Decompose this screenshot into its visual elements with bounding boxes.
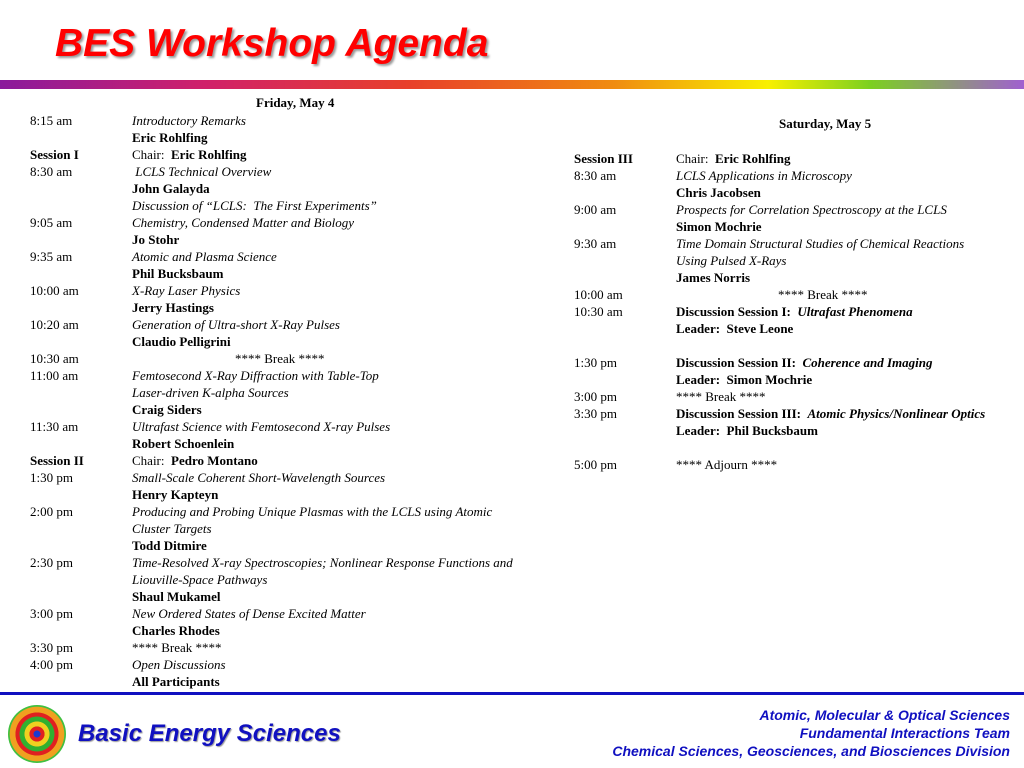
agenda-time: 9:30 am (574, 236, 617, 251)
agenda-text-part: Leader: Simon Mochrie (676, 372, 813, 387)
agenda-text-part: Generation of Ultra-short X-Ray Pulses (132, 317, 340, 332)
agenda-time: Session II (30, 453, 84, 468)
agenda-text-part: Craig Siders (132, 402, 202, 417)
agenda-text (132, 503, 492, 520)
agenda-time: 10:20 am (30, 317, 79, 332)
agenda-text (132, 180, 210, 197)
agenda-text (676, 150, 790, 167)
agenda-text-part: **** Break **** (778, 287, 868, 302)
agenda-text (132, 639, 222, 656)
agenda-text-part: Chair: (676, 151, 715, 166)
agenda-row (30, 622, 570, 639)
agenda-row (30, 673, 570, 690)
agenda-text (676, 371, 812, 388)
agenda-row (574, 388, 1024, 405)
agenda-text-part: Leader: Steve Leone (676, 321, 794, 336)
agenda-text (132, 282, 240, 299)
agenda-time: 2:00 pm (30, 504, 73, 519)
agenda-time: 2:30 pm (30, 555, 73, 570)
agenda-time: 5:00 pm (574, 457, 617, 472)
agenda-row (30, 112, 570, 129)
agenda-text-part: LCLS Technical Overview (132, 164, 272, 179)
agenda-time: 10:00 am (574, 287, 623, 302)
agenda-text-part: Todd Ditmire (132, 538, 207, 553)
agenda-text (132, 231, 179, 248)
division-line: Chemical Sciences, Geosciences, and Biosciences Division (612, 743, 1010, 759)
agenda-text-part: Ultrafast Phenomena (797, 304, 913, 319)
page-title: BES Workshop Agenda (55, 22, 489, 65)
agenda-text (132, 673, 220, 690)
agenda-text (132, 520, 212, 537)
agenda-row (574, 439, 1024, 456)
agenda-row (30, 571, 570, 588)
agenda-time: 4:00 pm (30, 657, 73, 672)
friday-heading: Friday, May 4 (256, 95, 335, 110)
agenda-text (132, 214, 354, 231)
agenda-text (676, 184, 761, 201)
agenda-time: Session III (574, 151, 633, 166)
agenda-text (132, 656, 226, 673)
agenda-text-part: **** Break **** (132, 640, 222, 655)
agenda-row (30, 265, 570, 282)
agenda-time: 8:30 am (574, 168, 617, 183)
agenda-text-part: Liouville-Space Pathways (132, 572, 268, 587)
agenda-time: 3:30 pm (574, 406, 617, 421)
agenda-text (132, 469, 385, 486)
agenda-text (132, 197, 377, 214)
agenda-text-part: Introductory Remarks (132, 113, 246, 128)
agenda-text-part: Time-Resolved X-ray Spectroscopies; Nonlinear Response Functions and (132, 555, 513, 570)
agenda-text (132, 554, 513, 571)
agenda-row (30, 214, 570, 231)
agenda-text-part: Discussion Session III: (676, 406, 808, 421)
agenda-text (132, 248, 277, 265)
agenda-text (132, 265, 223, 282)
agenda-text-part: X-Ray Laser Physics (132, 283, 241, 298)
agenda-text-part: Charles Rhodes (132, 623, 220, 638)
agenda-text-part: **** Break **** (235, 351, 325, 366)
agenda-row (574, 218, 1024, 235)
agenda-text-part: Eric Rohlfing (132, 130, 208, 145)
agenda-text-part: Discussion Session II: (676, 355, 803, 370)
agenda-text-part: Atomic and Plasma Science (132, 249, 277, 264)
agenda-row (30, 180, 570, 197)
agenda-row (30, 197, 570, 214)
agenda-text-part: Shaul Mukamel (132, 589, 221, 604)
agenda-row (30, 639, 570, 656)
agenda-row (30, 350, 570, 367)
agenda-text (132, 129, 207, 146)
agenda-text-part: Using Pulsed X-Rays (676, 253, 787, 268)
agenda-text (676, 388, 766, 405)
agenda-row (574, 354, 1024, 371)
agenda-text-part: Eric Rohlfing (171, 147, 247, 162)
agenda-time: 10:30 am (30, 351, 79, 366)
agenda-text-part: All Participants (132, 674, 220, 689)
agenda-row (574, 320, 1024, 337)
agenda-row (30, 146, 570, 163)
division-info (612, 706, 1010, 760)
agenda-text (676, 303, 913, 320)
agenda-text (132, 316, 340, 333)
agenda-text (132, 299, 214, 316)
agenda-row (30, 231, 570, 248)
agenda-text-part: Cluster Targets (132, 521, 212, 536)
agenda-row (30, 384, 570, 401)
agenda-row (30, 520, 570, 537)
agenda-text-part: Chair: (132, 453, 171, 468)
agenda-text (132, 367, 379, 384)
agenda-row (30, 401, 570, 418)
saturday-heading: Saturday, May 5 (779, 116, 872, 131)
agenda-row (30, 537, 570, 554)
agenda-row (30, 435, 570, 452)
agenda-text (676, 167, 852, 184)
footer-divider (0, 692, 1024, 695)
agenda-text-part: James Norris (676, 270, 751, 285)
agenda-text-part: Small-Scale Coherent Short-Wavelength Sources (132, 470, 386, 485)
agenda-text-part: Claudio Pelligrini (132, 334, 231, 349)
org-name: Basic Energy Sciences (78, 720, 341, 747)
agenda-time: 9:05 am (30, 215, 73, 230)
agenda-row (30, 469, 570, 486)
agenda-row (574, 286, 1024, 303)
agenda-row (574, 303, 1024, 320)
division-line: Atomic, Molecular & Optical Sciences (759, 707, 1010, 723)
agenda-text-part: LCLS Applications in Microscopy (676, 168, 852, 183)
agenda-text (132, 605, 366, 622)
agenda-text-part: Laser-driven K-alpha Sources (132, 385, 289, 400)
agenda-row (574, 405, 1024, 422)
agenda-text (132, 435, 234, 452)
agenda-row (574, 235, 1024, 252)
bes-logo (8, 705, 66, 763)
agenda-text-part: Femtosecond X-Ray Diffraction with Table-Top (132, 368, 379, 383)
agenda-text (132, 588, 221, 605)
agenda-row (30, 503, 570, 520)
agenda-row (30, 554, 570, 571)
agenda-text (778, 286, 868, 303)
agenda-row (30, 452, 570, 469)
agenda-text (132, 401, 202, 418)
agenda-text (676, 422, 818, 439)
agenda-text (132, 537, 207, 554)
agenda-row (574, 167, 1024, 184)
agenda-time: 9:00 am (574, 202, 617, 217)
agenda-text-part: Time Domain Structural Studies of Chemical Reactions (676, 236, 965, 251)
agenda-text-part: Pedro Montano (171, 453, 258, 468)
agenda-row (574, 456, 1024, 473)
agenda-text (676, 235, 964, 252)
agenda-text-part: **** Break **** (676, 389, 766, 404)
agenda-text-part: Phil Bucksbaum (132, 266, 224, 281)
agenda-text (132, 112, 246, 129)
agenda-text-part: Prospects for Correlation Spectroscopy at the LCLS (676, 202, 947, 217)
agenda-time: 10:00 am (30, 283, 79, 298)
agenda-text (132, 571, 267, 588)
agenda-text-part: Jo Stohr (132, 232, 180, 247)
agenda-text (676, 456, 777, 473)
agenda-row (574, 371, 1024, 388)
agenda-text (676, 269, 750, 286)
agenda-row (30, 486, 570, 503)
division-line: Fundamental Interactions Team (799, 725, 1010, 741)
agenda-row (574, 252, 1024, 269)
agenda-text-part: Henry Kapteyn (132, 487, 219, 502)
agenda-text (676, 218, 762, 235)
agenda-row (574, 337, 1024, 354)
agenda-text-part: Chair: (132, 147, 171, 162)
agenda-text (676, 354, 932, 371)
agenda-text (132, 486, 218, 503)
agenda-text-part: Chemistry, Condensed Matter and Biology (132, 215, 355, 230)
agenda-time: 3:00 pm (574, 389, 617, 404)
agenda-time: 8:15 am (30, 113, 73, 128)
agenda-time: 3:00 pm (30, 606, 73, 621)
agenda-text (132, 146, 246, 163)
agenda-text (676, 405, 985, 422)
agenda-time: 11:30 am (30, 419, 79, 434)
agenda-text (235, 350, 325, 367)
agenda-time: 1:30 pm (574, 355, 617, 370)
agenda-text-part: Ultrafast Science with Femtosecond X-ray Pulses (132, 419, 391, 434)
agenda-text (132, 163, 271, 180)
agenda-text-part: Simon Mochrie (676, 219, 762, 234)
agenda-row (574, 422, 1024, 439)
agenda-text-part: John Galayda (132, 181, 210, 196)
agenda-text (676, 320, 793, 337)
agenda-time: 8:30 am (30, 164, 73, 179)
agenda-time: 1:30 pm (30, 470, 73, 485)
agenda-row (30, 588, 570, 605)
agenda-text (132, 622, 220, 639)
agenda-row (574, 184, 1024, 201)
agenda-text-part: Discussion Session I: (676, 304, 798, 319)
agenda-time: 9:35 am (30, 249, 73, 264)
agenda-text-part: Discussion of “LCLS: The First Experiments” (132, 198, 377, 213)
agenda-row (30, 367, 570, 384)
agenda-row (574, 150, 1024, 167)
agenda-time: 11:00 am (30, 368, 79, 383)
agenda-row (30, 418, 570, 435)
agenda-text-part: Coherence and Imaging (802, 355, 933, 370)
agenda-text-part: New Ordered States of Dense Excited Matter (132, 606, 366, 621)
agenda-text-part: Atomic Physics/Nonlinear Optics (807, 406, 986, 421)
agenda-text (132, 384, 289, 401)
agenda-time: Session I (30, 147, 79, 162)
agenda-row (30, 316, 570, 333)
agenda-row (30, 333, 570, 350)
agenda-text-part: Robert Schoenlein (132, 436, 235, 451)
agenda-text (676, 201, 947, 218)
agenda-text (132, 452, 258, 469)
agenda-row (30, 129, 570, 146)
agenda-text-part: Eric Rohlfing (715, 151, 791, 166)
agenda-row (30, 605, 570, 622)
agenda-row (30, 163, 570, 180)
agenda-text-part: Open Discussions (132, 657, 226, 672)
agenda-row (30, 656, 570, 673)
agenda-time: 10:30 am (574, 304, 623, 319)
agenda-row (574, 269, 1024, 286)
agenda-text (132, 418, 390, 435)
agenda-time: 3:30 pm (30, 640, 73, 655)
agenda-row (30, 299, 570, 316)
agenda-text-part: Producing and Probing Unique Plasmas with the LCLS using Atomic (132, 504, 493, 519)
agenda-row (30, 248, 570, 265)
rainbow-divider (0, 80, 1024, 89)
agenda-text (132, 333, 231, 350)
agenda-text-part: Leader: Phil Bucksbaum (676, 423, 818, 438)
agenda-text (676, 252, 786, 269)
agenda-row (30, 282, 570, 299)
agenda-text-part: **** Adjourn **** (676, 457, 778, 472)
agenda-text-part: Chris Jacobsen (676, 185, 761, 200)
agenda-text-part: Jerry Hastings (132, 300, 214, 315)
agenda-row (574, 201, 1024, 218)
